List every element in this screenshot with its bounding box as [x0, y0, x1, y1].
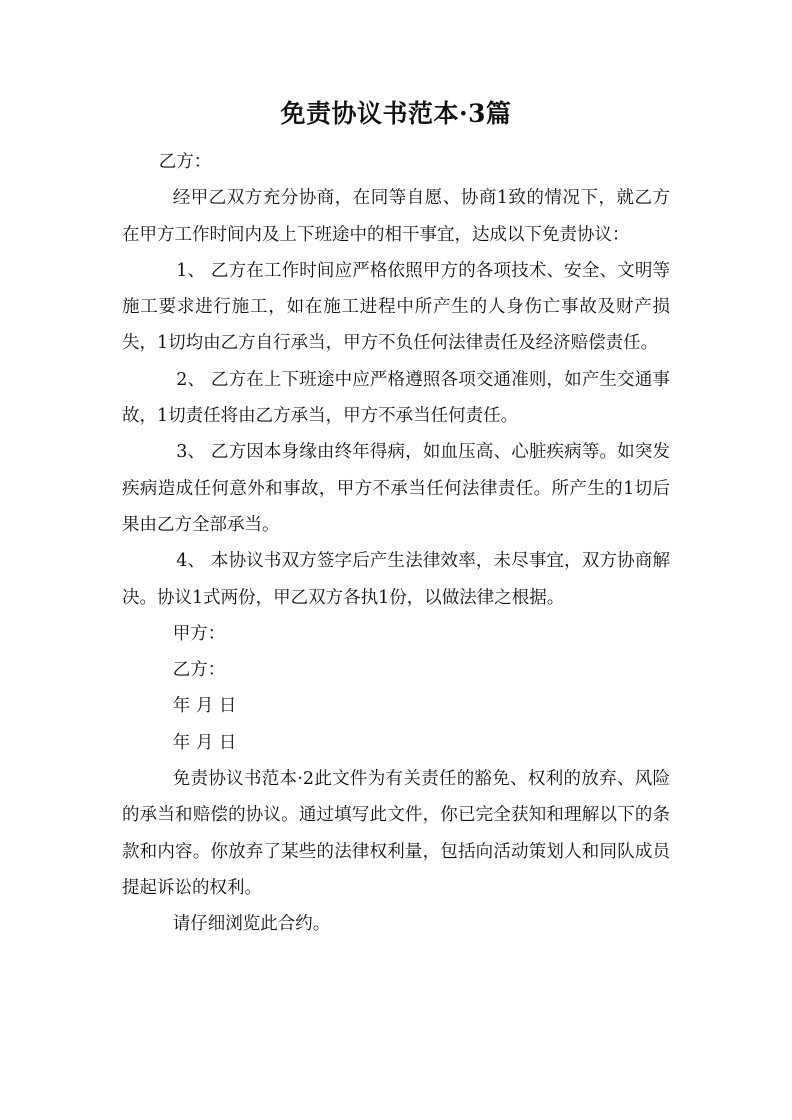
party-b-signature: 乙方：	[172, 660, 226, 681]
clause-2: 2、 乙方在上下班途中应严格遵照各项交通准则，如产生交通事故，1切责任将由乙方承当，甲方不承当任何责任。	[122, 369, 670, 427]
intro-paragraph: 经甲乙双方充分协商，在同等自愿、协商1致的情况下，就乙方在甲方工作时间内及上下班途中的相干事宜，达成以下免责协议：	[122, 188, 670, 245]
date-line-2: 年 月 日	[172, 732, 237, 753]
document-title: 免责协议书范本·3篇	[280, 99, 512, 128]
party-b-label: 乙方：	[158, 152, 212, 172]
clause-3: 3、 乙方因本身缘由终年得病，如血压高、心脏疾病等。如突发疾病造成任何意外和事故，甲方不承当任何法律责任。所产生的1切后果由乙方全部承当。	[122, 442, 670, 535]
template-2-paragraph: 免责协议书范本·2此文件为有关责任的豁免、权利的放弃、风险的承当和赔偿的协议。通过填写此文件，你已完全获知和理解以下的条款和内容。你放弃了某些的法律权利量，包括向活动策划人和同队成员提起诉讼的权利。	[122, 769, 670, 898]
read-carefully-note: 请仔细浏览此合约。	[172, 914, 331, 935]
party-a-signature: 甲方：	[172, 623, 226, 644]
clause-4: 4、 本协议书双方签字后产生法律效率，未尽事宜，双方协商解决。协议1式两份，甲乙双方各执1份，以做法律之根据。	[122, 551, 670, 608]
document-body	[122, 144, 670, 943]
clause-1: 1、 乙方在工作时间应严格依照甲方的各项技术、安全、文明等施工要求进行施工，如在施工进程中所产生的人身伤亡事故及财产损失，1切均由乙方自行承当，甲方不负任何法律责任及经济赔偿责任。	[122, 260, 670, 354]
date-line-1: 年 月 日	[172, 696, 237, 717]
